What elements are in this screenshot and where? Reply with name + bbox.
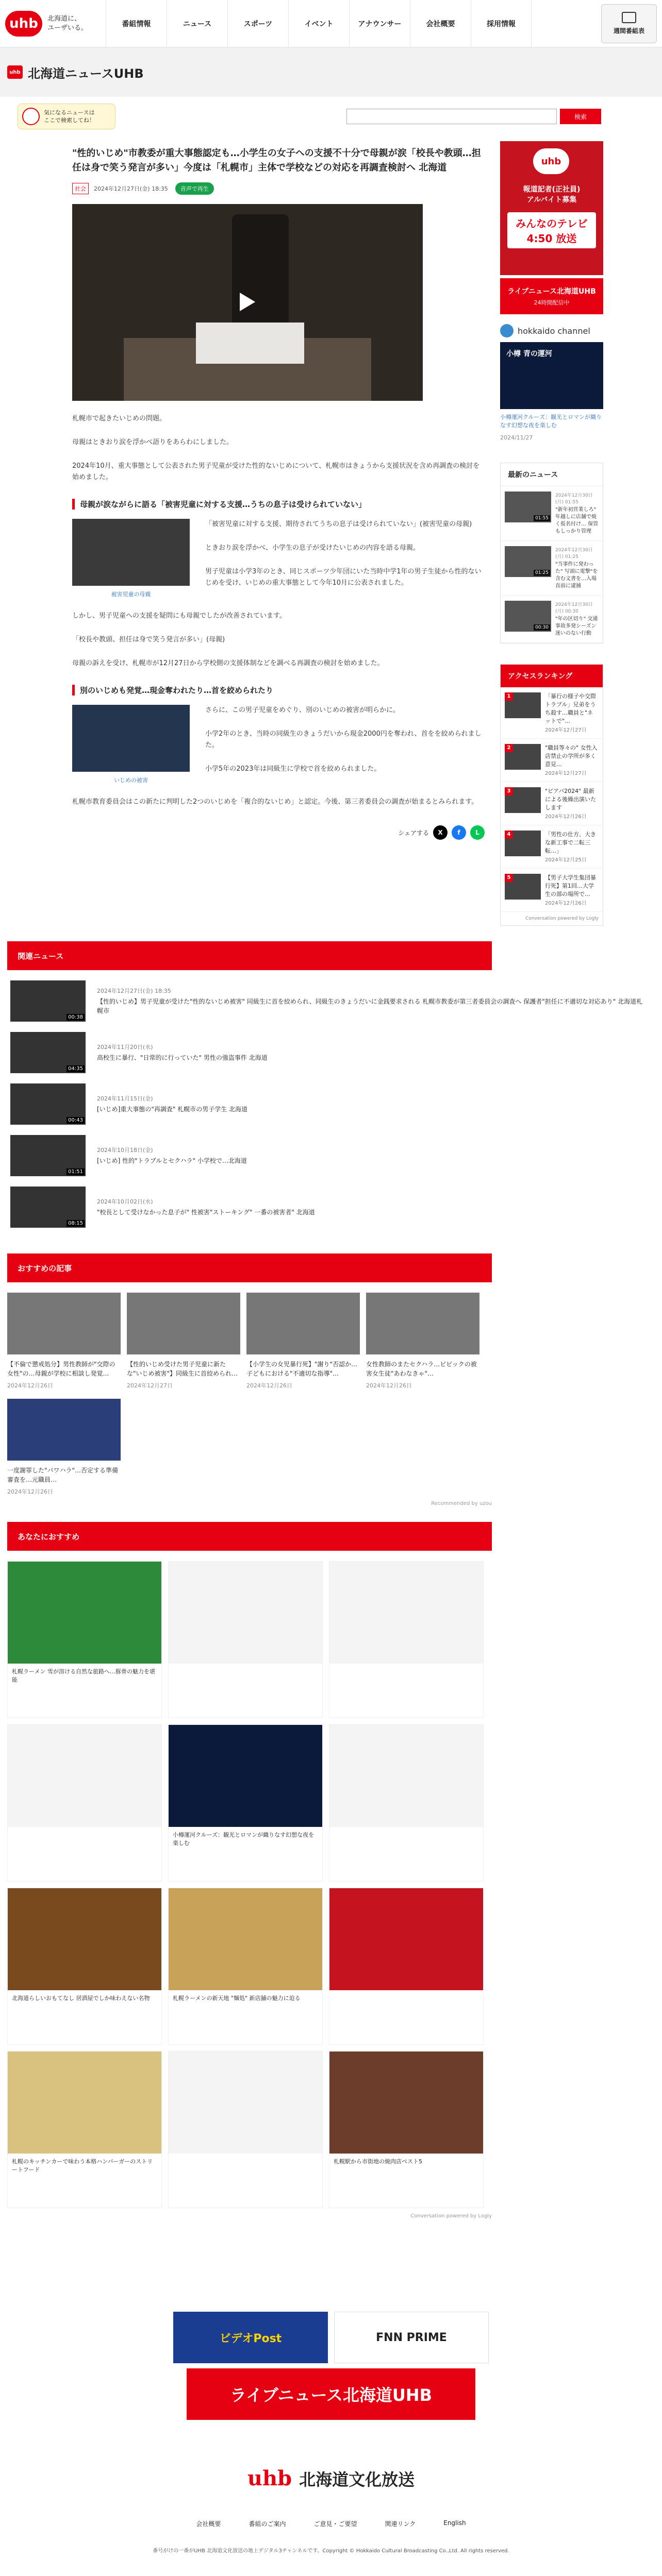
recommended-card[interactable]	[7, 1293, 121, 1389]
recommended-title: 女性教師のまたセクハラ…ピピックの被害女生徒"あわなきゃ"…	[366, 1361, 477, 1377]
ad-title	[169, 1664, 322, 1672]
brand-tagline	[47, 14, 88, 33]
ranking-thumbnail	[505, 692, 541, 718]
duration: 01:51	[67, 1168, 85, 1175]
hokkaido-channel-banner[interactable]	[500, 319, 603, 342]
related-title: 【性的いじめ】男子児童が受けた"性的ないじめ被害" 同級生に首を絞められ、同級生のきょうだいに金銭要求される 札幌市教委が第三者委員会の調査へ 保護者"担任に不適切な対応あり" 北海道札幌市	[97, 998, 643, 1014]
related-title: "校長として受けなかった息子が" 性被害"ストーキング" 一番の被害者" 北海道	[97, 1209, 315, 1216]
ad-card[interactable]	[329, 1724, 484, 1882]
latest-news-item[interactable]	[501, 541, 603, 596]
related-date: 2024年11月20日(水)	[97, 1044, 153, 1050]
rank-number: 4	[505, 831, 513, 839]
latest-news-box	[500, 463, 603, 643]
menu-announcers[interactable]: アナウンサー	[349, 0, 410, 47]
ranking-item[interactable]	[501, 825, 603, 869]
figure-block	[72, 519, 485, 598]
related-thumbnail	[10, 1083, 86, 1125]
ad-card[interactable]	[329, 2051, 484, 2208]
ranking-item[interactable]	[501, 869, 603, 912]
paragraph: 小学5年の2023年は同級生に学校で首を絞められました。	[205, 765, 381, 773]
figure-image[interactable]	[72, 705, 190, 772]
footer	[0, 2466, 662, 2576]
ranking-date: 2024年12月27日	[545, 771, 587, 776]
related-date: 2024年10月02日(水)	[97, 1198, 153, 1205]
ad-image	[8, 1725, 161, 1827]
search-row	[0, 97, 662, 136]
menu-events[interactable]: イベント	[288, 0, 349, 47]
voice-play-button[interactable]	[175, 182, 214, 195]
footer-link-english[interactable]: English	[443, 2519, 466, 2527]
promo-image[interactable]: 小樽 青の運河	[500, 342, 603, 409]
footer-link-company[interactable]: 会社概要	[196, 2520, 221, 2528]
related-thumbnail	[10, 1187, 86, 1228]
related-thumbnail	[10, 1135, 86, 1176]
figure-block	[72, 705, 485, 784]
ad-card[interactable]	[329, 1561, 484, 1718]
weekly-schedule-label: 週間番組表	[613, 27, 644, 35]
ad-image	[329, 1888, 483, 1990]
duration: 01:55	[534, 515, 550, 521]
duration: 00:38	[67, 1014, 85, 1021]
recommended-date: 2024年12月27日	[127, 1382, 173, 1389]
banner-time: みんなのテレビ 4:50 放送	[507, 212, 596, 248]
recruit-banner[interactable]	[500, 141, 603, 275]
news-thumbnail	[505, 492, 551, 522]
category-badge[interactable]: 社会	[72, 183, 89, 194]
menu-programs[interactable]: 番組情報	[106, 0, 167, 47]
related-heading: 関連ニュース	[7, 941, 492, 970]
ad-title	[329, 1827, 483, 1835]
news-thumbnail	[505, 601, 551, 632]
live-banner-sub: 24時間配信中	[534, 299, 570, 306]
channel-name: hokkaido channel	[518, 326, 590, 336]
recommended-image	[127, 1293, 240, 1354]
menu-news[interactable]: ニュース	[167, 0, 227, 47]
recommended-title: 【小学生の女児暴行死】"謝り"否認か…子どもにおける"不適切な指導"…	[246, 1361, 358, 1377]
related-date: 2024年11月15日(金)	[97, 1095, 153, 1102]
ad-image	[329, 1725, 483, 1827]
figure-image[interactable]	[72, 519, 190, 586]
search-button[interactable]: 検索	[560, 109, 601, 124]
sidebar	[500, 136, 603, 926]
paragraph: 「校長や教頭、担任は身で笑う発言が多い」(母親)	[72, 636, 225, 643]
news-title: "年の区切り" 交通事故多発シーズン 迷いのない行動	[555, 616, 598, 636]
recommended-note: Recommended by uzou	[431, 1501, 492, 1506]
mascot-icon	[22, 108, 40, 125]
ad-image	[169, 1725, 322, 1827]
global-header	[0, 0, 662, 47]
ranking-title: "職員等々の" 女性入店禁止の学所が多く意見…	[545, 744, 598, 768]
section-heading: 母親が涙ながらに語る「被害児童に対する支援…うちの息子は受けられていない」	[72, 499, 485, 510]
latest-news-heading: 最新のニュース	[501, 463, 603, 486]
related-thumbnail	[10, 1032, 86, 1073]
main-menu	[106, 0, 592, 47]
related-date: 2024年10月18日(金)	[97, 1147, 153, 1154]
news-title: "当事件に発わった" 写頭に電撃"を含む文書を…入場直前に逮捕	[555, 562, 598, 589]
video-post-banner[interactable]: ビデオPost	[173, 2312, 328, 2363]
figure	[72, 519, 190, 598]
recommended-image	[7, 1293, 121, 1354]
rank-number: 5	[505, 874, 513, 882]
recommended-card[interactable]	[127, 1293, 240, 1389]
ad-card[interactable]	[168, 2051, 323, 2208]
channel-logo-icon	[500, 324, 514, 337]
paragraph: ときおり涙を浮かべ、小学生の息子が受けたいじめの内容を語る母親。	[205, 544, 420, 552]
uhb-logo[interactable]: uhb	[5, 11, 42, 37]
related-item[interactable]	[10, 1078, 643, 1130]
related-item[interactable]	[10, 1130, 643, 1181]
ads-note: Conversation powered by Logly	[410, 2213, 492, 2219]
tv-icon	[622, 12, 636, 23]
line-share-icon[interactable]: L	[470, 825, 485, 840]
recommended-title: 一度謝罪した"パワハラ"…否定する準備審査を…元職員…	[7, 1467, 119, 1483]
banner-line-2: アルバイト募集	[526, 196, 577, 204]
ranking-thumbnail	[505, 744, 541, 770]
ad-card[interactable]	[168, 1888, 323, 2045]
recommended-card[interactable]	[7, 1399, 121, 1496]
paragraph: さらに、この男子児童をめぐり、別のいじめの被害が明らかに。	[205, 706, 400, 714]
menu-sports[interactable]: スポーツ	[227, 0, 288, 47]
article-title: "性的いじめ"市教委が重大事態認定も…小学生の女子への支援不十分で母親が涙「校長や教頭…担任は身で笑う発言が多い」今度は「札幌市」主体で学校などの対応を再調査検討へ 北海道	[72, 148, 481, 173]
ad-title: 札幌駅から市街地の焼肉店ベスト5	[334, 2158, 422, 2165]
paragraph: 小学2年のとき、当時の同級生のきょうだいから現金2000円を奪われ、首をを絞められました。	[205, 730, 482, 749]
figure-caption[interactable]: いじめの被害	[114, 777, 148, 784]
figure	[72, 705, 190, 784]
duration: 04:35	[67, 1065, 85, 1072]
live-news-bottom-banner[interactable]: ライブニュース北海道UHB	[187, 2368, 475, 2420]
related-item[interactable]	[10, 1027, 643, 1078]
tagline-line-2: ユーザいる。	[47, 24, 88, 32]
paragraph: 男子児童は小学3年のとき、同じスポーツ少年団にいた当時中学1年の男子生徒から性的ないじめを受け、いじめの重大事態として今年10月に公表されました。	[205, 568, 482, 587]
article-date: 2024年12月27日(金) 18:35	[94, 185, 168, 192]
ad-title: 北海道らしいおもてなし 居酒屋でしか味わえない名物	[12, 1995, 150, 2002]
recommended-image	[246, 1293, 360, 1354]
paragraph: しかし、男子児童への支援を疑問にも母親でしたが改善されています。	[72, 612, 286, 620]
ranking-item[interactable]	[501, 782, 603, 825]
section-heading: 別のいじめも発覚…現金奪われたり…首を絞められたり	[72, 685, 485, 696]
related-item[interactable]	[10, 975, 643, 1027]
news-site-title[interactable]: 北海道ニュースUHB	[28, 66, 144, 81]
ranking-title: 「暴行の様子や交際トラブル」兄弟をうち殺す…職員と"ネットで"…	[545, 693, 596, 724]
related-title: [いじめ] 性的"トラブルとセクハラ" 小学校で…北海道	[97, 1157, 247, 1164]
bottom-banners	[0, 2312, 662, 2420]
news-logo[interactable]: uhb	[7, 65, 23, 79]
related-date: 2024年12月27日(金) 18:35	[97, 988, 171, 994]
ads-section	[0, 1522, 647, 2219]
menu-recruit[interactable]: 採用情報	[471, 0, 532, 47]
paragraph: 母親の訴えを受け、札幌市が12月27日から学校側の支援体制などを調べる再調査の検討を始めました。	[72, 659, 384, 667]
rank-number: 2	[505, 744, 513, 752]
ranking-item[interactable]	[501, 739, 603, 782]
footer-link-feedback[interactable]: ご意見・ご要望	[313, 2520, 357, 2528]
promo-date: 2024/11/27	[500, 434, 533, 441]
paragraph: 母親はときおり涙を浮かべ語りをあらわにしました。	[72, 438, 234, 446]
voice-play-label: 音声で再生	[180, 185, 209, 192]
ad-title: 札幌のキッチンカーで味わう本格ハンバーガーのストリートフード	[12, 2158, 153, 2173]
ranking-date: 2024年12月26日	[545, 901, 587, 906]
footer-logo[interactable]	[0, 2466, 662, 2490]
bubble-text-1: 気になるニュースは	[44, 109, 95, 116]
ad-card[interactable]	[7, 2051, 162, 2208]
related-section	[0, 941, 647, 1238]
ad-title: 小樽運河クルーズ：観光とロマンが織りなす幻想な夜を楽しむ	[173, 1832, 315, 1846]
video-paper	[196, 323, 304, 364]
related-title: [いじめ]重大事態の"再調査" 札幌市の男子学生 北海道	[97, 1106, 248, 1113]
tagline-line-1: 北海道に、	[47, 14, 81, 23]
related-title: 高校生に暴行、"日常的に行っていた" 男性の強盗事件 北海道	[97, 1054, 268, 1061]
play-icon[interactable]	[227, 284, 268, 320]
mascot-bubble	[18, 104, 115, 129]
ad-image	[169, 2052, 322, 2154]
copyright: 番号がけの一番がUHB 北海道文化放送の地上デジタル3チャンネルです。Copyright © Hokkaido Cultural Broadcasting Co.,Ltd. All rights reserved.	[153, 2548, 509, 2554]
ranking-title: "ビアパ2024" 最新による後繰出演いたします	[545, 788, 596, 811]
rank-number: 1	[505, 692, 513, 701]
news-date: 2024年12月30日(月) 00:30	[555, 602, 593, 614]
footer-company-name: 北海道文化放送	[299, 2469, 415, 2489]
recommended-title: 【不倫で懲戒処分】男性教師が"交際の女性"の…母親が学校に相談し発覚…	[7, 1361, 115, 1377]
ranking-thumbnail	[505, 874, 541, 900]
paragraph: 「被害児童に対する支援、期待されてうちの息子は受けられていない」(被害児童の母親)	[205, 520, 472, 528]
ranking-box	[500, 664, 603, 926]
ad-title: 札幌ラーメン 雪が溶ける自然な旅路へ…豚骨の魅力を堪能	[12, 1668, 155, 1683]
ranking-date: 2024年12月25日	[545, 857, 587, 863]
footer-logo-mark: uhb	[247, 2466, 292, 2490]
duration: 00:43	[67, 1117, 85, 1124]
recommended-heading: おすすめの記事	[7, 1253, 492, 1282]
ad-card[interactable]	[168, 1724, 323, 1882]
ad-image	[8, 1888, 161, 1990]
ad-image	[329, 1562, 483, 1664]
news-subheader	[0, 47, 662, 97]
ad-image	[8, 1562, 161, 1664]
ad-title	[169, 2154, 322, 2162]
banner-logo: uhb	[533, 148, 569, 174]
video-player[interactable]	[72, 204, 423, 401]
ranking-item[interactable]	[501, 687, 603, 739]
share-label: シェアする	[398, 829, 429, 837]
recommended-card[interactable]	[366, 1293, 479, 1389]
search-input[interactable]	[346, 109, 557, 124]
ad-title	[8, 1827, 161, 1835]
recommended-image	[7, 1399, 121, 1461]
recommended-date: 2024年12月26日	[7, 1488, 53, 1495]
recommended-date: 2024年12月26日	[246, 1382, 292, 1389]
recommended-image	[366, 1293, 479, 1354]
news-date: 2024年12月30日(月) 01:55	[555, 493, 593, 505]
ranking-thumbnail	[505, 831, 541, 856]
latest-news-item[interactable]	[501, 486, 603, 541]
news-title: "新年初営業しろ" 年越しに店舗で焼く仮名付け… 保管もしっかり管理	[555, 507, 599, 534]
ad-image	[329, 2052, 483, 2154]
ad-card[interactable]	[7, 1561, 162, 1718]
related-thumbnail	[10, 980, 86, 1022]
article-meta	[72, 182, 485, 195]
recommended-date: 2024年12月26日	[366, 1382, 412, 1389]
duration: 08:15	[67, 1220, 85, 1227]
ads-heading: あなたにおすすめ	[7, 1522, 492, 1551]
ad-card[interactable]	[7, 1888, 162, 2045]
ranking-thumbnail	[505, 787, 541, 813]
footer-link-programs[interactable]: 番組のご案内	[249, 2520, 286, 2528]
paragraph: 2024年10月、重大事態として公表された男子児童が受けた性的ないじめについて、札幌市はきょうから支援状況を含め再調査の検討を始めました。	[72, 462, 480, 481]
paragraph: 札幌市で起きたいじめの問題。	[72, 415, 167, 422]
ranking-date: 2024年12月27日	[545, 727, 587, 733]
news-thumbnail	[505, 546, 551, 577]
ad-card[interactable]	[329, 1888, 484, 2045]
ranking-heading: アクセスランキング	[501, 665, 603, 687]
ranking-title: 【男子大学生集団暴行死】第1回…大学生の部の場所で…	[545, 874, 596, 897]
recommended-title: 【性的いじめ受けた男子児童に新たな"いじめ被害"】同級生に首絞められ…	[127, 1361, 238, 1377]
ranking-date: 2024年12月26日	[545, 814, 587, 820]
promo-link[interactable]: 小樽運河クルーズ：観光とロマンが織りなす幻想な夜を楽しむ	[500, 414, 602, 429]
rank-number: 3	[505, 787, 513, 795]
duration: 01:25	[534, 570, 550, 576]
footer-link-related[interactable]: 関連リンク	[385, 2520, 416, 2528]
bubble-text-2: ここで検索してね！	[44, 117, 95, 124]
paragraph: 札幌市教育委員会はこの新たに判明した2つのいじめを「複合的ないじめ」と認定。今後、第三者委員会の調査が始まるとみられます。	[72, 798, 478, 806]
facebook-share-icon[interactable]: f	[452, 825, 466, 840]
banner-line-1: 報道記者(正社員)	[523, 185, 581, 194]
weekly-schedule-button[interactable]	[601, 4, 657, 43]
ad-title	[329, 1664, 483, 1672]
footer-links	[0, 2519, 662, 2528]
recommended-section	[0, 1253, 647, 1506]
ranking-title: 「男性の仕方、大きな新工事で二転三転…」	[545, 831, 596, 854]
recommended-date: 2024年12月26日	[7, 1382, 53, 1389]
figure-caption[interactable]: 被害児童の母親	[111, 591, 151, 598]
x-share-icon[interactable]: X	[433, 825, 448, 840]
latest-news-item[interactable]	[501, 596, 603, 643]
ad-card[interactable]	[7, 1724, 162, 1882]
live-news-banner[interactable]	[500, 278, 603, 314]
ad-title	[329, 1990, 483, 1998]
ad-title: 札幌ラーメンの新天地 "麺処" 新店舗の魅力に迫る	[173, 1995, 301, 2002]
ad-card[interactable]	[168, 1561, 323, 1718]
fnn-prime-banner[interactable]: FNN PRIME	[334, 2312, 489, 2363]
live-banner-title: ライブニュース北海道UHB	[507, 287, 596, 296]
ad-image	[169, 1888, 322, 1990]
menu-company[interactable]: 会社概要	[410, 0, 471, 47]
share-bar	[72, 825, 485, 840]
brand[interactable]	[5, 11, 106, 37]
recommended-card[interactable]	[246, 1293, 360, 1389]
article-main	[72, 136, 485, 926]
ad-image	[8, 2052, 161, 2154]
ad-image	[169, 1562, 322, 1664]
news-date: 2024年12月30日(月) 01:25	[555, 548, 593, 560]
ranking-note: Conversation powered by Logly	[525, 916, 599, 921]
related-item[interactable]	[10, 1181, 643, 1233]
duration: 00:30	[534, 624, 550, 631]
